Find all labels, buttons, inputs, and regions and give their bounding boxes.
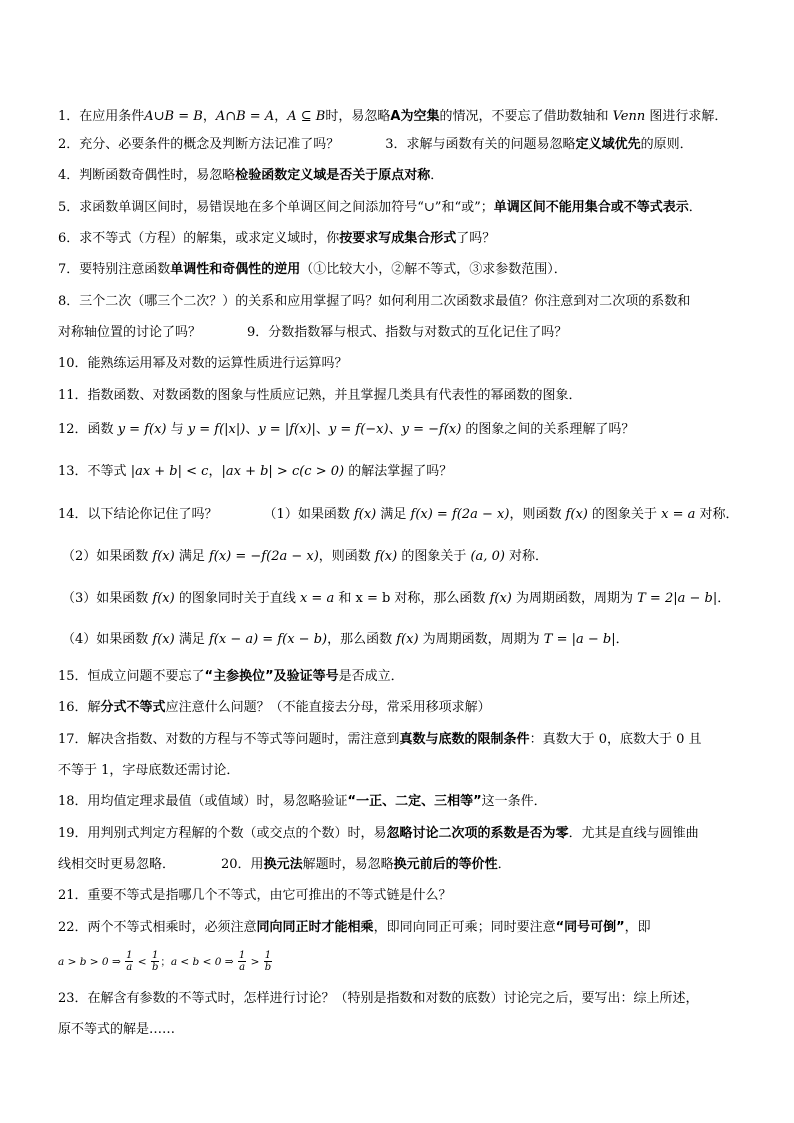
- emphasis-text: 换元前后的等价性: [393, 857, 498, 872]
- body-text: ．尤其是直线与圆锥曲: [568, 826, 699, 841]
- math-expression: a > b > 0 ⇒: [58, 956, 125, 968]
- body-text: 15．恒成立问题不要忘了: [58, 669, 205, 684]
- body-text: 的图象关于: [587, 507, 662, 522]
- item-23-line2: [58, 1021, 748, 1039]
- body-text: 、: [315, 422, 329, 437]
- item-14-2: [62, 548, 752, 566]
- math-expression: y = |f(x)|: [258, 422, 316, 437]
- math-expression: y = −f(x): [401, 422, 462, 437]
- body-text: 与: [166, 422, 188, 437]
- body-text: （2）如果函数: [62, 549, 153, 564]
- body-text: 13．不等式: [58, 464, 131, 479]
- body-text: （3）如果函数: [62, 591, 153, 606]
- math-expression: f(x) = −f(2a − x): [208, 549, 319, 564]
- body-text: 了吗？: [456, 231, 496, 246]
- math-expression: |ax + b| > c(c > 0): [221, 464, 345, 479]
- math-expression: |ax + b| < c: [130, 464, 209, 479]
- emphasis-text: 检验函数定义域是否关于原点对称: [235, 168, 431, 183]
- emphasis-text: “主参换位”及验证等号: [204, 669, 339, 684]
- body-text: （1）如果函数: [263, 507, 354, 522]
- item-8-line1: [58, 293, 748, 311]
- body-text: 23．在解含有参数的不等式时，怎样进行讨论？（特别是指数和对数的底数）讨论完之后，要写出：综上所述，: [58, 991, 699, 1006]
- body-text: ，那么函数: [327, 632, 397, 647]
- body-text: ，: [274, 109, 288, 124]
- body-text: 20．用: [221, 857, 264, 872]
- body-text: ，: [208, 464, 222, 479]
- body-text: 为周期函数，周期为: [418, 632, 544, 647]
- fraction-denominator: b: [264, 962, 272, 973]
- item-12: [58, 421, 748, 439]
- body-text: ．: [497, 857, 511, 872]
- item-23-line1: [58, 990, 748, 1008]
- math-expression: f(x − a) = f(x − b): [208, 632, 328, 647]
- body-text: 这一条件．: [481, 794, 547, 809]
- fraction: [151, 950, 159, 973]
- body-text: 为周期函数，周期为: [511, 591, 638, 606]
- math-expression: A∩B = A: [215, 109, 275, 124]
- math-expression: y = f(|x|): [187, 422, 246, 437]
- math-expression: a < b < 0 ⇒: [170, 956, 237, 968]
- body-text: 17．解决含指数、对数的方程与不等式等问题时，需注意到: [58, 732, 400, 747]
- fraction-numerator: 1: [126, 950, 133, 961]
- item-14-4: [62, 631, 752, 649]
- fraction-numerator: 1: [238, 950, 246, 961]
- math-expression: (a, 0): [470, 549, 505, 564]
- item-11: [58, 387, 748, 405]
- math-expression: T = 2|a − b|: [637, 591, 718, 606]
- math-expression: f(x): [374, 549, 398, 564]
- math-expression: >: [247, 956, 263, 968]
- body-text: 、: [388, 422, 402, 437]
- body-text: 是否成立．: [338, 669, 404, 684]
- body-text: ．: [688, 200, 702, 215]
- item-18: [58, 793, 748, 811]
- emphasis-text: 按要求写成集合形式: [339, 231, 457, 246]
- body-text: 的解法掌握了吗？: [344, 464, 453, 479]
- body-text: 对称轴位置的讨论了吗？: [58, 325, 202, 340]
- body-text: 原不等式的解是……: [58, 1022, 176, 1037]
- fraction-numerator: 1: [151, 950, 159, 961]
- body-text: ．: [717, 591, 731, 606]
- item-8-9-line2: [58, 324, 748, 342]
- math-expression: f(x): [565, 507, 588, 522]
- body-text: 线相交时更易忽略．: [58, 857, 176, 872]
- emphasis-text: 为空集: [400, 109, 440, 124]
- body-text: 解题时，易忽略: [302, 857, 394, 872]
- item-17-line2: [58, 762, 748, 780]
- item-19-20-line2: [58, 856, 748, 874]
- item-21: [58, 887, 748, 905]
- body-text: ．: [615, 632, 629, 647]
- item-13: [58, 463, 748, 481]
- body-text: 6．求不等式（方程）的解集，或求定义域时，你: [58, 231, 340, 246]
- body-text: 对称．: [695, 507, 739, 522]
- body-text: 7．要特别注意函数: [58, 262, 171, 277]
- body-text: 21．重要不等式是指哪几个不等式，由它可推出的不等式链是什么？: [58, 888, 452, 903]
- math-expression: f(x): [152, 549, 175, 564]
- body-text: 19．用判别式判定方程解的个数（或交点的个数）时，易: [58, 826, 387, 841]
- emphasis-text: “同号可倒”: [555, 920, 625, 935]
- item-16: [58, 699, 748, 717]
- item-1: [58, 108, 748, 126]
- body-text: 满足: [174, 632, 209, 647]
- body-text: 14．以下结论你记住了吗？: [58, 507, 218, 522]
- item-14: [58, 506, 748, 524]
- fraction-denominator: a: [126, 962, 133, 973]
- body-text: 的图象同时关于直线: [174, 591, 300, 606]
- fraction: [264, 950, 272, 973]
- item-22-line1: [58, 919, 748, 937]
- math-expression: A∪B = B: [144, 109, 203, 124]
- fraction-numerator: 1: [264, 950, 272, 961]
- body-text: 满足: [174, 549, 209, 564]
- emphasis-text: “一正、二定、三相等”: [347, 794, 482, 809]
- fraction-denominator: a: [239, 962, 246, 973]
- emphasis-text: 同向同正时才能相乘: [256, 920, 374, 935]
- body-text: 3．求解与函数有关的问题易忽略: [385, 137, 576, 152]
- body-text: 18．用均值定理求最值（或值域）时，易忽略验证: [58, 794, 348, 809]
- emphasis-text: 单调区间不能用集合或不等式表示: [493, 200, 689, 215]
- body-text: 的图象关于: [397, 549, 471, 564]
- math-expression: f(x): [489, 591, 512, 606]
- body-text: ．: [430, 168, 444, 183]
- math-expression: f(x): [152, 591, 175, 606]
- math-expression: f(x): [152, 632, 175, 647]
- body-text: 图进行求解．: [645, 109, 728, 124]
- body-text: 8．三个二次（哪三个二次？）的关系和应用掌握了吗？如何利用二次函数求最值？你注意到对二次项的系数和: [58, 294, 691, 309]
- body-text: （①比较大小，②解不等式，③求参数范围）．: [300, 262, 567, 277]
- body-text: ：真数大于 0，底数大于 0 且: [529, 732, 702, 747]
- body-text: 时，易忽略: [325, 109, 391, 124]
- emphasis-text: 真数与底数的限制条件: [399, 732, 530, 747]
- math-expression: y = f(x): [117, 422, 167, 437]
- item-17-line1: [58, 731, 748, 749]
- body-text: （4）如果函数: [62, 632, 153, 647]
- item-7: [58, 261, 748, 279]
- body-text: 对称．: [504, 549, 549, 564]
- math-expression: y = f(−x): [328, 422, 389, 437]
- body-text: ，: [202, 109, 216, 124]
- item-6: [58, 230, 748, 248]
- emphasis-text: 忽略讨论二次项的系数是否为零: [386, 826, 569, 841]
- body-text: ，则函数: [318, 549, 375, 564]
- body-text: 16．解: [58, 700, 101, 715]
- item-15: [58, 668, 748, 686]
- body-text: 的原则．: [640, 137, 693, 152]
- body-text: 12．函数: [58, 422, 118, 437]
- emphasis-text: 定义域优先: [575, 137, 641, 152]
- body-text: 5．求函数单调区间时，易错误地在多个单调区间之间添加符号“∪”和“或”；: [58, 200, 494, 215]
- math-expression: T = |a − b|: [543, 632, 616, 647]
- fraction-denominator: b: [151, 962, 159, 973]
- math-expression: x = a: [661, 507, 696, 522]
- math-expression: <: [134, 956, 150, 968]
- body-text: 11．指数函数、对数函数的图象与性质应记熟，并且掌握几类具有代表性的幂函数的图象．: [58, 388, 582, 403]
- emphasis-text: 换元法: [263, 857, 303, 872]
- body-text: 的情况，不要忘了借助数轴和: [439, 109, 613, 124]
- item-5: [58, 199, 748, 217]
- fraction: [125, 950, 133, 973]
- body-text: 9．分数指数幂与根式、指数与对数式的互化记住了吗？: [247, 325, 568, 340]
- body-text: 、: [245, 422, 259, 437]
- math-expression: A ⊆ B: [287, 109, 326, 124]
- item-19-line1: [58, 825, 748, 843]
- body-text: 4．判断函数奇偶性时，易忽略: [58, 168, 236, 183]
- body-text: 和 x = b 对称，那么函数: [334, 591, 490, 606]
- body-text: ，则函数: [509, 507, 566, 522]
- item-4: [58, 167, 748, 185]
- body-text: 10．能熟练运用幂及对数的运算性质进行运算吗？: [58, 356, 348, 371]
- item-10: [58, 355, 748, 373]
- fraction: [238, 950, 246, 973]
- emphasis-text: 分式不等式: [100, 700, 166, 715]
- body-text: 的图象之间的关系理解了吗？: [461, 422, 635, 437]
- body-text: 不等于 1，字母底数还需讨论．: [58, 763, 240, 778]
- math-expression: f(x): [353, 507, 377, 522]
- item-2-3: [58, 136, 748, 154]
- body-text: 2．充分、必要条件的概念及判断方法记准了吗？: [58, 137, 340, 152]
- math-expression: Venn: [612, 109, 646, 124]
- item-22-formula: [58, 950, 748, 973]
- math-expression: f(x) = f(2a − x): [410, 507, 510, 522]
- item-14-3: [62, 590, 752, 608]
- body-text: 1．在应用条件: [58, 109, 145, 124]
- math-expression: x = a: [299, 591, 335, 606]
- body-text: ；: [160, 956, 171, 968]
- body-text: 应注意什么问题？（不能直接去分母，常采用移项求解）: [165, 700, 491, 715]
- body-text: 22．两个不等式相乘时，必须注意: [58, 920, 257, 935]
- body-text: 满足: [376, 507, 411, 522]
- emphasis-text: 单调性和奇偶性的逆用: [170, 262, 301, 277]
- math-expression: f(x): [396, 632, 419, 647]
- body-text: ，即: [624, 920, 651, 935]
- emphasis-text: A: [390, 109, 401, 124]
- body-text: ，即同向同正可乘；同时要注意: [373, 920, 556, 935]
